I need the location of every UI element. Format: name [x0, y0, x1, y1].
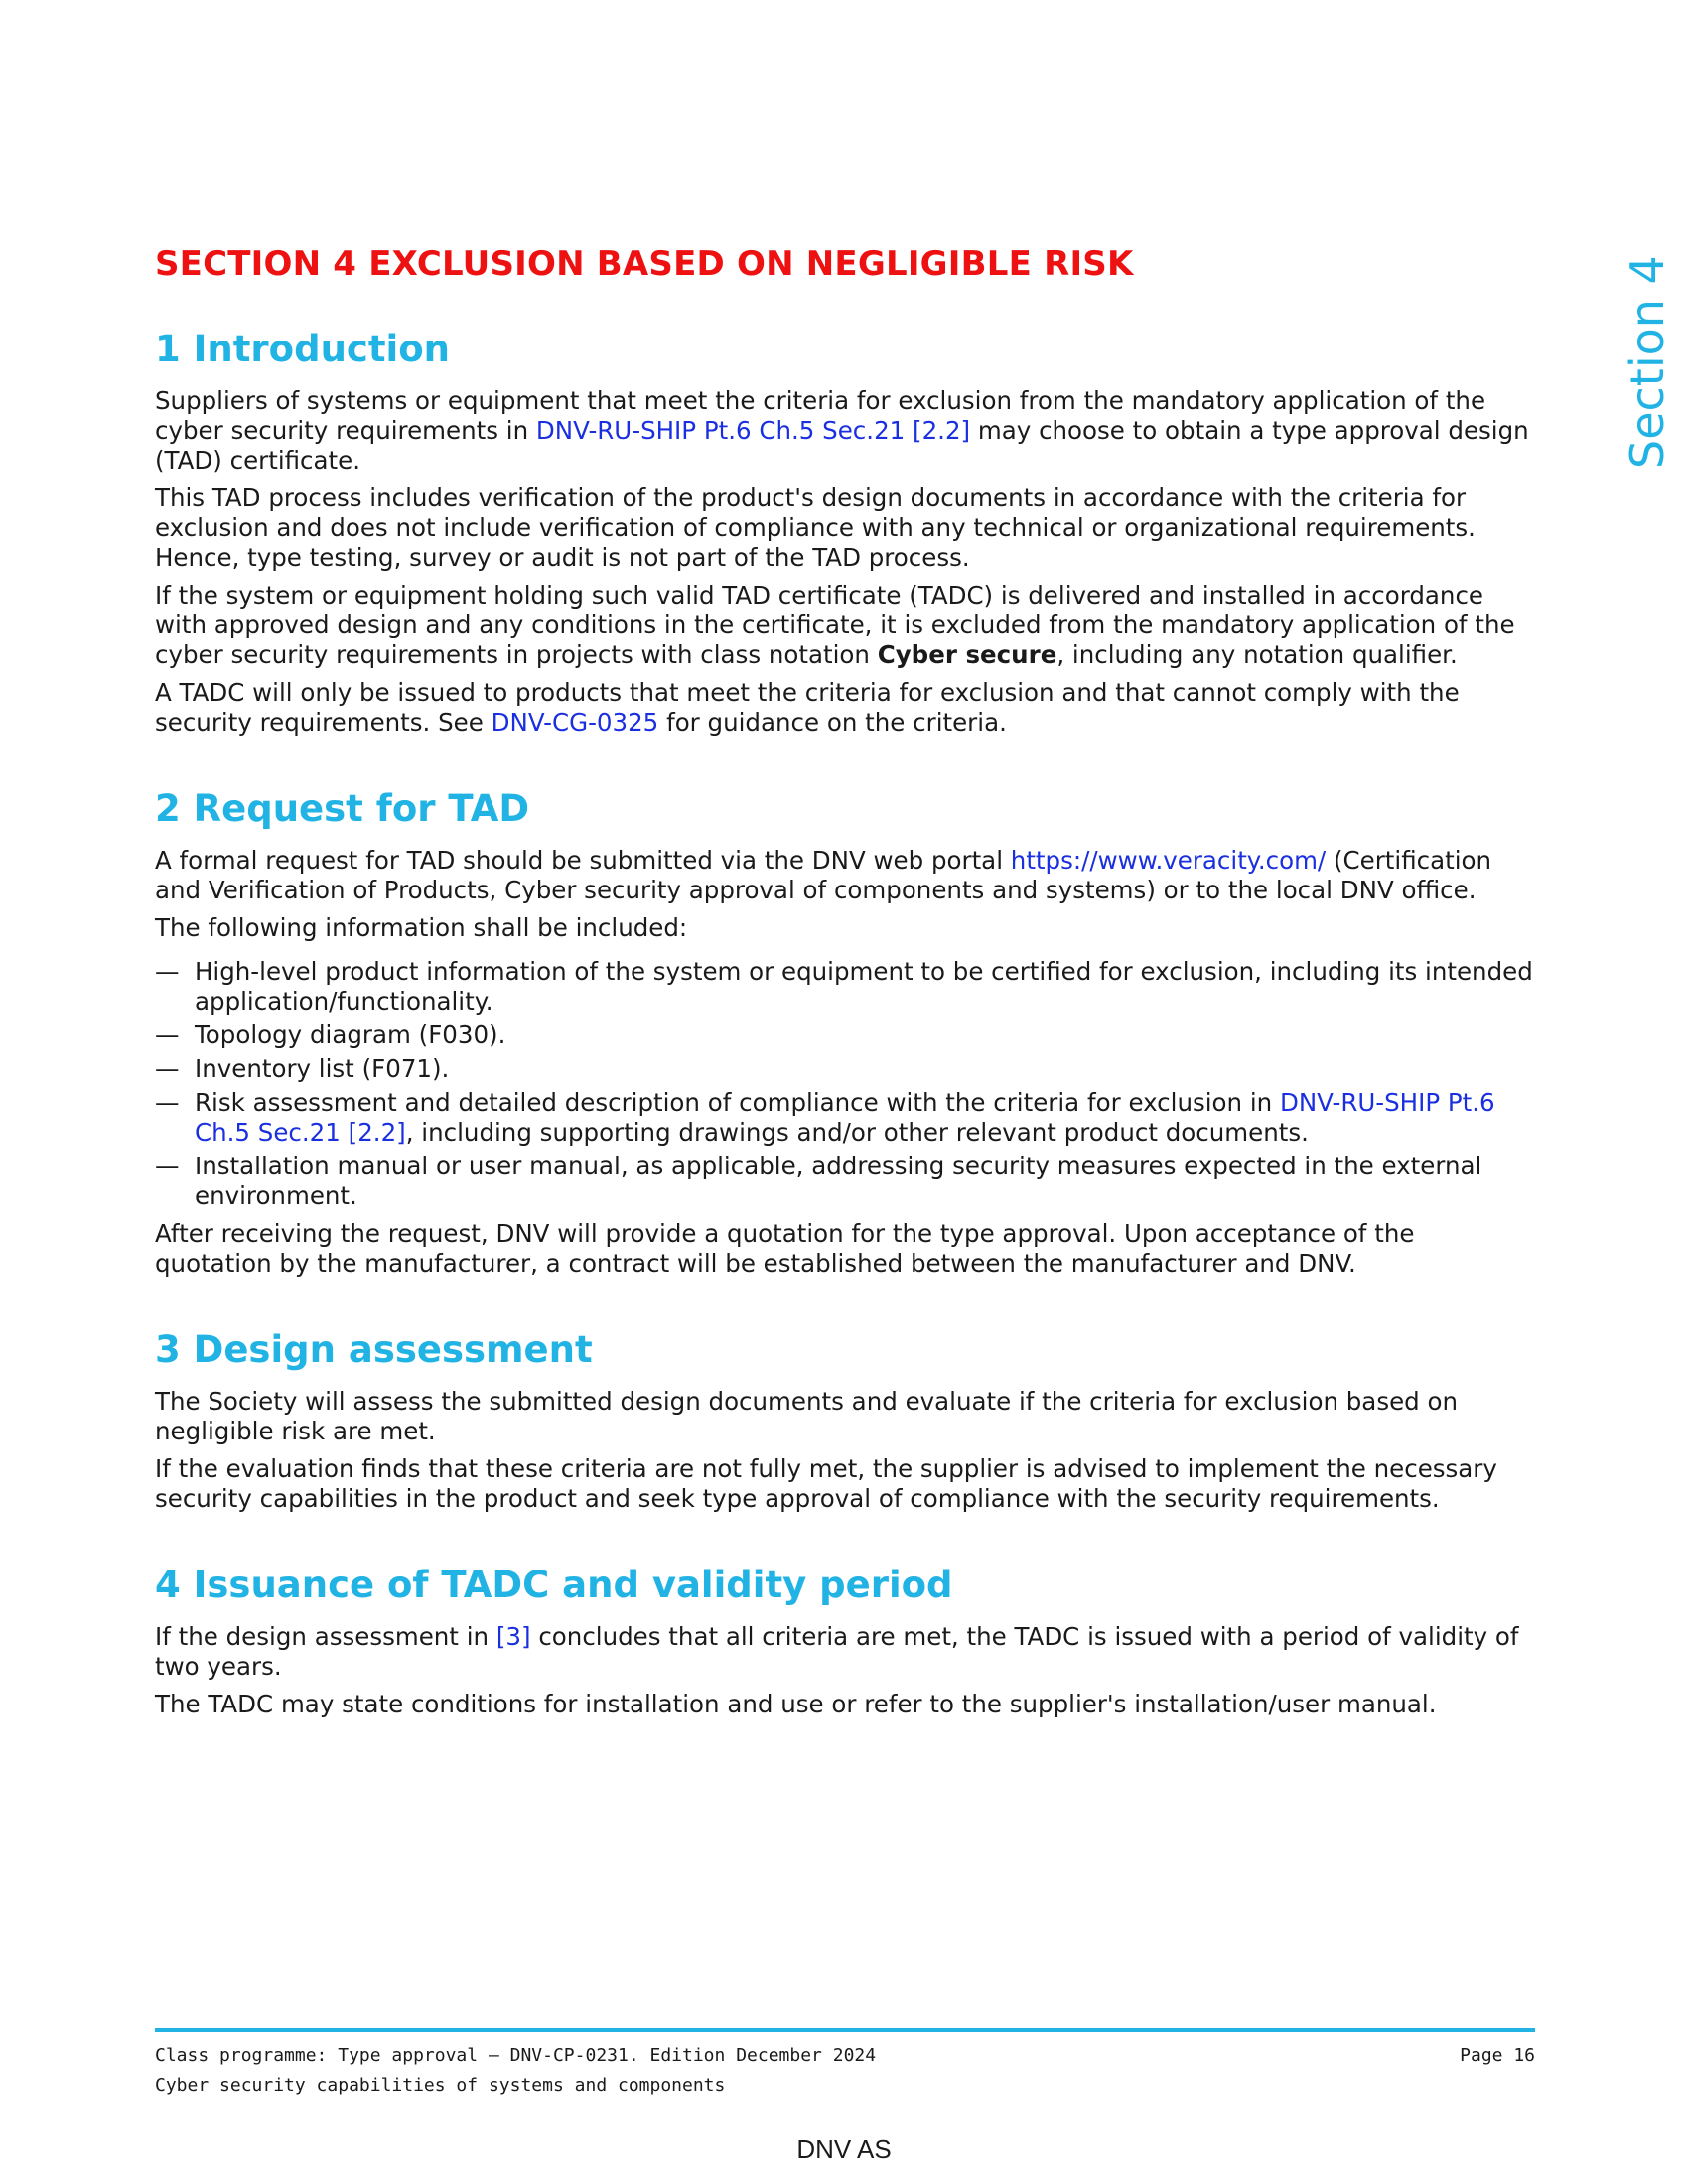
section-title: SECTION 4 EXCLUSION BASED ON NEGLIGIBLE RISK [155, 244, 1134, 284]
section-side-tab [1571, 255, 1674, 518]
heading-design-assessment: 3 Design assessment [155, 1328, 593, 1371]
dash-bullet: — [155, 1021, 180, 1049]
publisher-name: DNV AS [796, 2134, 892, 2164]
dash-bullet: — [155, 1054, 180, 1083]
request-paragraph-2: The following information shall be included: [155, 913, 688, 942]
footer-page-number: Page 16 [1460, 2045, 1535, 2066]
required-information-list [155, 957, 1535, 1211]
heading-request-for-tad: 2 Request for TAD [155, 787, 530, 830]
footer-divider [155, 2028, 1535, 2032]
link-dnv-cg-0325[interactable]: DNV-CG-0325 [491, 708, 659, 737]
intro-paragraph-1: Suppliers of systems or equipment that meet the criteria for exclusion from the mandatory application of the cyber security requirements in DNV-RU-SHIP Pt.6 Ch.5 Sec.21 [2.2] may choose to obtain a type approval design (TAD) certificate. [155, 386, 1529, 475]
request-paragraph-1: A formal request for TAD should be submitted via the DNV web portal https://www.veracity.com/ (Certification and Verification of Products, Cyber security approval of components and systems) or to the local DNV office. [155, 846, 1492, 904]
footer-programme: Class programme: Type approval — DNV-CP-0231. Edition December 2024 [155, 2045, 877, 2066]
link-veracity-portal[interactable]: https://www.veracity.com/ [1010, 846, 1327, 875]
section-side-tab-label: Section 4 [1620, 255, 1674, 469]
dash-bullet: — [155, 957, 180, 986]
design-paragraph-2: If the evaluation finds that these criteria are not fully met, the supplier is advised to implement the necessary security capabilities in the product and seek type approval of compliance with the security requirements. [155, 1454, 1497, 1513]
issuance-paragraph-2: The TADC may state conditions for installation and use or refer to the supplier's installation/user manual. [155, 1690, 1437, 1718]
page-content [155, 244, 1535, 1727]
footer-subtitle-text: Cyber security capabilities of systems and components [155, 2075, 726, 2096]
heading-issuance-tadc: 4 Issuance of TADC and validity period [155, 1564, 953, 1606]
list-item: — Inventory list (F071). [155, 1054, 450, 1083]
footer-subtitle [155, 2075, 1535, 2096]
issuance-paragraph-1: If the design assessment in [3] concludes that all criteria are met, the TADC is issued with a period of validity of two years. [155, 1622, 1519, 1681]
intro-paragraph-3: If the system or equipment holding such valid TAD certificate (TADC) is delivered and installed in accordance with approved design and any conditions in the certificate, it is excluded from the mandatory application of the cyber security requirements in projects with class notation Cyber secure, including any notation qualifier. [155, 581, 1515, 669]
list-item: — Risk assessment and detailed description of compliance with the criteria for exclusion in DNV-RU-SHIP Pt.6 Ch.5 Sec.21 [2.2], including supporting drawings and/or other relevant product documents. [155, 1088, 1495, 1147]
request-paragraph-3: After receiving the request, DNV will provide a quotation for the type approval. Upon acceptance of the quotation by the manufacturer, a contract will be established between the manufacturer and DNV. [155, 1219, 1415, 1278]
list-item: — High-level product information of the system or equipment to be certified for exclusion, including its intended application/functionality. [155, 957, 1533, 1016]
dash-bullet: — [155, 1152, 180, 1180]
heading-introduction: 1 Introduction [155, 328, 450, 370]
dash-bullet: — [155, 1088, 180, 1117]
link-dnv-ru-ship-ref-2[interactable]: DNV-RU-SHIP Pt.6 Ch.5 Sec.21 [2.2] [195, 1088, 1495, 1147]
intro-paragraph-2: This TAD process includes verification of the product's design documents in accordance with the criteria for exclusion and does not include verification of compliance with any technical or organizational requirements. Hence, type testing, survey or audit is not part of the TAD process. [155, 483, 1476, 572]
link-dnv-ru-ship-ref[interactable]: DNV-RU-SHIP Pt.6 Ch.5 Sec.21 [2.2] [535, 416, 971, 445]
link-section-3-ref[interactable]: [3] [495, 1622, 531, 1651]
cyber-secure-notation: Cyber secure [877, 640, 1057, 669]
intro-paragraph-4: A TADC will only be issued to products that meet the criteria for exclusion and that cannot comply with the security requirements. See DNV-CG-0325 for guidance on the criteria. [155, 678, 1460, 737]
list-item: — Installation manual or user manual, as applicable, addressing security measures expected in the external environment. [155, 1152, 1482, 1210]
design-paragraph-1: The Society will assess the submitted design documents and evaluate if the criteria for exclusion based on negligible risk are met. [155, 1387, 1459, 1445]
footer-document-title [155, 2045, 1535, 2066]
list-item: — Topology diagram (F030). [155, 1021, 506, 1049]
